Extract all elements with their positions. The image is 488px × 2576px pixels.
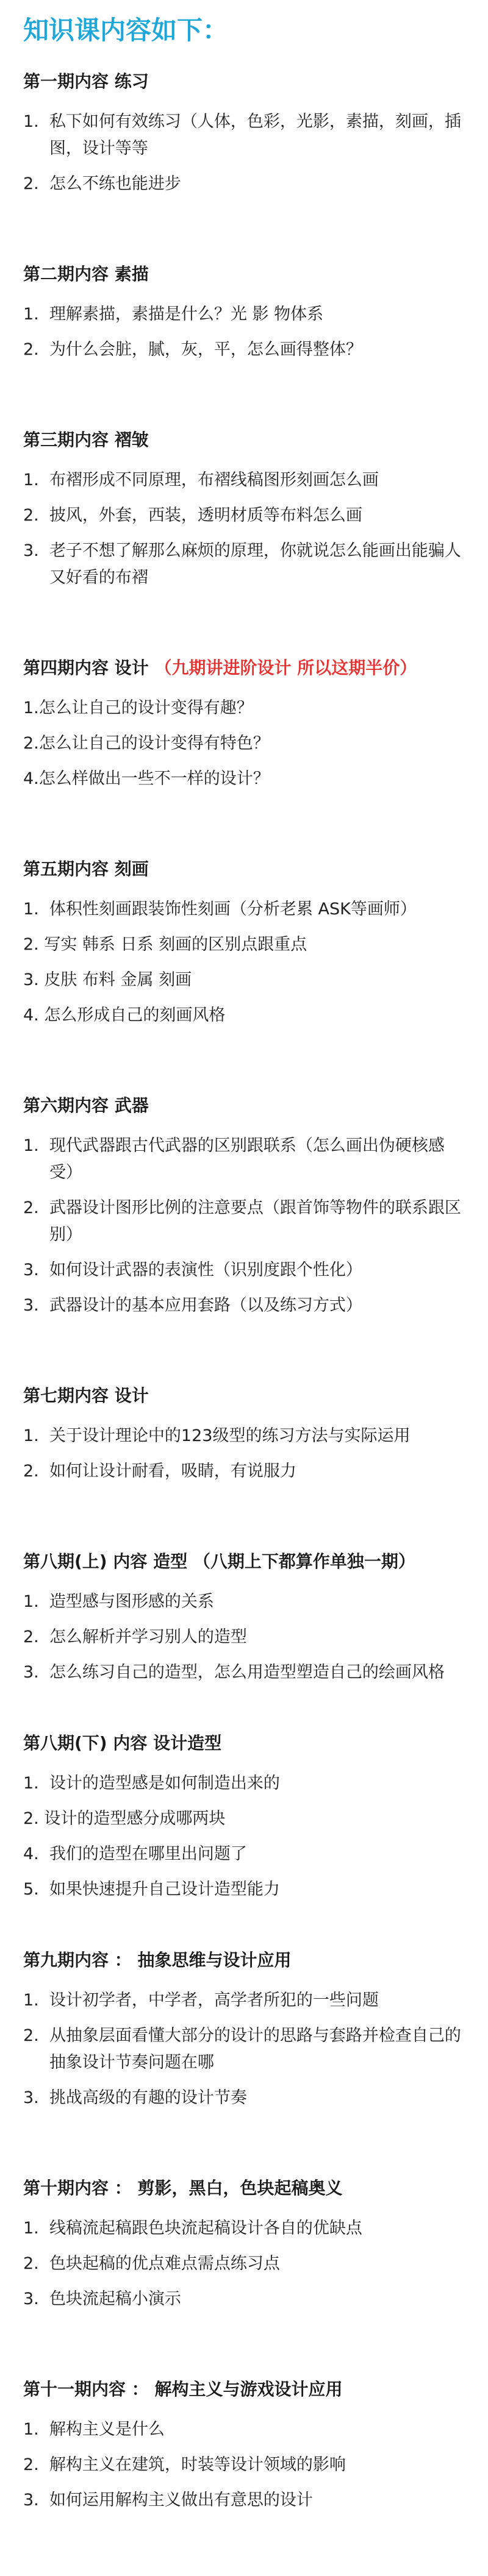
list-item-number: 2.	[23, 734, 39, 753]
section	[23, 262, 465, 363]
list-item	[23, 1876, 465, 1903]
list-item-number: 1.	[23, 699, 39, 717]
list-item-text: 私下如何有效练习（人体，色彩，光影，素描，刻画，插图，设计等等	[49, 112, 461, 158]
section-spacer	[23, 372, 465, 428]
list-item-number: 2.	[23, 1198, 49, 1217]
section-title	[23, 2377, 465, 2402]
page-title: 知识课内容如下：	[23, 15, 229, 45]
list-item-text: 设计初学者，中学者，高学者所犯的一些问题	[49, 1991, 379, 2010]
list-item-number: 3.	[23, 1261, 49, 1279]
list-item	[23, 2215, 465, 2242]
list-item-text: 线稿流起稿跟色块流起稿设计各自的优缺点	[49, 2219, 362, 2238]
section	[23, 857, 465, 1029]
item-list	[23, 1770, 465, 1903]
section-title	[23, 1948, 465, 1973]
list-item	[23, 967, 465, 994]
section-title	[23, 656, 465, 680]
section	[23, 1384, 465, 1485]
list-item	[23, 1423, 465, 1450]
list-item-number: 4.	[23, 1845, 49, 1863]
item-list	[23, 896, 465, 1029]
list-item	[23, 1292, 465, 1319]
list-item	[23, 1257, 465, 1284]
list-item	[23, 1841, 465, 1868]
section-title-text: 第三期内容 褶皱	[23, 430, 149, 450]
list-item-number: 3.	[23, 2088, 49, 2107]
item-list	[23, 695, 465, 792]
list-item-text: 写实 韩系 日系 刻画的区别点跟重点	[44, 935, 307, 954]
list-item	[23, 171, 465, 197]
section	[23, 1550, 465, 1686]
list-item	[23, 2085, 465, 2112]
list-item-text: 怎么解析并学习别人的造型	[49, 1628, 247, 1646]
list-item-text: 关于设计理论中的123级型的练习方法与实际运用	[49, 1426, 411, 1445]
section	[23, 428, 465, 591]
section-title-text: 第九期内容 ： 抽象思维与设计应用	[23, 1950, 292, 1970]
list-item-text: 色块流起稿小演示	[49, 2290, 181, 2308]
list-item-text: 挑战高级的有趣的设计节奏	[49, 2088, 247, 2107]
item-list	[23, 2416, 465, 2514]
list-item-text: 解构主义是什么	[49, 2420, 165, 2439]
section-title	[23, 1384, 465, 1408]
list-item-number: 4.	[23, 769, 39, 788]
list-item	[23, 2023, 465, 2076]
list-item-number: 2.	[23, 2026, 49, 2045]
list-item	[23, 1987, 465, 2014]
section-spacer	[23, 1695, 465, 1731]
section	[23, 656, 465, 792]
list-item	[23, 1002, 465, 1029]
section-spacer	[23, 2321, 465, 2377]
item-list	[23, 301, 465, 363]
list-item-number: 1.	[23, 1426, 49, 1445]
list-item-text: 怎么让自己的设计变得有趣？	[38, 699, 253, 717]
list-item	[23, 2487, 465, 2514]
list-item-number: 1.	[23, 1991, 49, 2010]
section-title	[23, 1550, 465, 1574]
list-item-number: 1.	[23, 305, 49, 324]
list-item-text: 老子不想了解那么麻烦的原理，你就说怎么能画出能骗人又好看的布褶	[49, 541, 461, 587]
list-item-text: 如果快速提升自己设计造型能力	[49, 1880, 280, 1899]
list-item-number: 2.	[23, 1628, 49, 1646]
list-item	[23, 1659, 465, 1686]
section	[23, 69, 465, 197]
section-title	[23, 428, 465, 452]
list-item-text: 造型感与图形感的关系	[49, 1592, 214, 1611]
list-item	[23, 931, 465, 958]
list-item-number: 2.	[23, 1809, 45, 1828]
section-title-text: 第七期内容 设计	[23, 1386, 149, 1406]
item-list	[23, 2215, 465, 2313]
list-item-number: 3.	[23, 2290, 49, 2308]
section-spacer	[23, 1328, 465, 1384]
section-title	[23, 1094, 465, 1118]
list-item	[23, 1624, 465, 1651]
list-item-text: 为什么会脏，腻，灰，平，怎么画得整体？	[49, 340, 362, 359]
section-title	[23, 69, 465, 94]
list-item-text: 怎么形成自己的刻画风格	[44, 1006, 226, 1025]
list-item-number: 1.	[23, 900, 49, 919]
list-item	[23, 336, 465, 363]
section-spacer	[23, 1912, 465, 1948]
list-item	[23, 1133, 465, 1186]
section-title	[23, 857, 465, 881]
list-item-text: 设计的造型感分成哪两块	[44, 1809, 226, 1828]
item-list	[23, 1987, 465, 2112]
list-item-text: 如何运用解构主义做出有意思的设计	[49, 2491, 313, 2510]
list-item-text: 布褶形成不同原理，布褶线稿图形刻画怎么画	[49, 471, 379, 489]
list-item-text: 色块起稿的优点难点需点练习点	[49, 2254, 280, 2273]
list-item-number: 4.	[23, 1006, 45, 1025]
list-item-text: 体积性刻画跟装饰性刻画（分析老累 ASK等画师）	[49, 900, 417, 919]
item-list	[23, 1133, 465, 1319]
list-item	[23, 1195, 465, 1248]
section-title-text: 第四期内容 设计	[23, 658, 155, 678]
list-item-number: 2.	[23, 506, 49, 525]
list-item	[23, 2286, 465, 2313]
section-spacer	[23, 1037, 465, 1094]
list-item-text: 武器设计图形比例的注意要点（跟首饰等物件的联系跟区别）	[49, 1198, 461, 1244]
section-title-text: 第八期(下) 内容 设计造型	[23, 1733, 222, 1753]
list-item	[23, 2416, 465, 2443]
section-spacer	[23, 1493, 465, 1550]
list-item	[23, 1770, 465, 1797]
list-item-text: 理解素描，素描是什么？光 影 物体系	[49, 305, 324, 324]
list-item-text: 皮肤 布料 金属 刻画	[44, 970, 192, 989]
section-spacer	[23, 801, 465, 857]
list-item-number: 1.	[23, 471, 49, 489]
list-item	[23, 896, 465, 923]
section-title-text: 第十期内容 ： 剪影，黑白，色块起稿奥义	[23, 2178, 343, 2198]
list-item	[23, 1589, 465, 1615]
list-item-number: 2.	[23, 2455, 49, 2474]
list-item-number: 2.	[23, 935, 45, 954]
section	[23, 1731, 465, 1903]
section	[23, 1948, 465, 2112]
list-item-number: 3.	[23, 970, 45, 989]
section-spacer	[23, 206, 465, 262]
list-item	[23, 1458, 465, 1485]
list-item-text: 如何设计武器的表演性（识别度跟个性化）	[49, 1261, 362, 1279]
list-item	[23, 502, 465, 529]
list-item-number: 3.	[23, 1663, 49, 1682]
list-item	[23, 109, 465, 162]
section-title	[23, 1731, 465, 1756]
section	[23, 1094, 465, 1319]
list-item-number: 1.	[23, 2219, 49, 2238]
section-title-text: 第六期内容 武器	[23, 1095, 149, 1115]
list-item-number: 2.	[23, 340, 49, 359]
list-item-number: 3.	[23, 541, 49, 560]
item-list	[23, 467, 465, 591]
list-item-text: 武器设计的基本应用套路（以及练习方式）	[49, 1296, 362, 1315]
list-item-number: 2.	[23, 2254, 49, 2273]
sections-container	[23, 69, 465, 2514]
list-item	[23, 695, 465, 722]
section-title-text: 第二期内容 素描	[23, 264, 149, 284]
section	[23, 2176, 465, 2313]
list-item	[23, 766, 465, 792]
section-title-text: 第八期(上) 内容 造型 （八期上下都算作单独一期）	[23, 1551, 415, 1571]
list-item	[23, 467, 465, 494]
list-item-text: 怎么不练也能进步	[49, 174, 181, 193]
list-item	[23, 730, 465, 757]
item-list	[23, 1423, 465, 1485]
list-item	[23, 538, 465, 591]
list-item-text: 我们的造型在哪里出问题了	[49, 1845, 247, 1863]
section-spacer	[23, 2120, 465, 2176]
list-item-text: 怎么样做出一些不一样的设计？	[38, 769, 270, 788]
section-title	[23, 2176, 465, 2201]
list-item-number: 1.	[23, 1592, 49, 1611]
list-item-text: 如何让设计耐看，吸睛，有说服力	[49, 1462, 296, 1481]
list-item-text: 解构主义在建筑，时装等设计领域的影响	[49, 2455, 346, 2474]
list-item-number: 1.	[23, 2420, 49, 2439]
list-item	[23, 301, 465, 328]
list-item-number: 1.	[23, 112, 49, 131]
list-item-text: 怎么练习自己的造型，怎么用造型塑造自己的绘画风格	[49, 1663, 445, 1682]
list-item-number: 2.	[23, 174, 49, 193]
list-item-text: 怎么让自己的设计变得有特色？	[38, 734, 270, 753]
section	[23, 2377, 465, 2514]
item-list	[23, 109, 465, 197]
section-spacer	[23, 600, 465, 656]
section-title-text: 第五期内容 刻画	[23, 859, 149, 879]
section-title-text: 第十一期内容 ： 解构主义与游戏设计应用	[23, 2379, 343, 2399]
list-item-text: 现代武器跟古代武器的区别跟联系（怎么画出伪硬核感受）	[49, 1136, 445, 1182]
list-item-number: 3.	[23, 2491, 49, 2510]
list-item-text: 设计的造型感是如何制造出来的	[49, 1774, 280, 1793]
list-item-number: 1.	[23, 1774, 49, 1793]
section-title	[23, 262, 465, 286]
section-title-highlight: （九期讲进阶设计 所以这期半价）	[154, 658, 417, 678]
list-item-number: 5.	[23, 1880, 49, 1899]
list-item-text: 从抽象层面看懂大部分的设计的思路与套路并检查自己的抽象设计节奏问题在哪	[49, 2026, 461, 2072]
list-item-text: 披风，外套，西装，透明材质等布料怎么画	[49, 506, 362, 525]
section-title-text: 第一期内容 练习	[23, 71, 149, 91]
item-list	[23, 1589, 465, 1686]
list-item	[23, 2250, 465, 2277]
list-item-number: 1.	[23, 1136, 49, 1155]
list-item	[23, 1806, 465, 1832]
list-item-number: 3.	[23, 1296, 49, 1315]
list-item	[23, 2452, 465, 2478]
list-item-number: 2.	[23, 1462, 49, 1481]
